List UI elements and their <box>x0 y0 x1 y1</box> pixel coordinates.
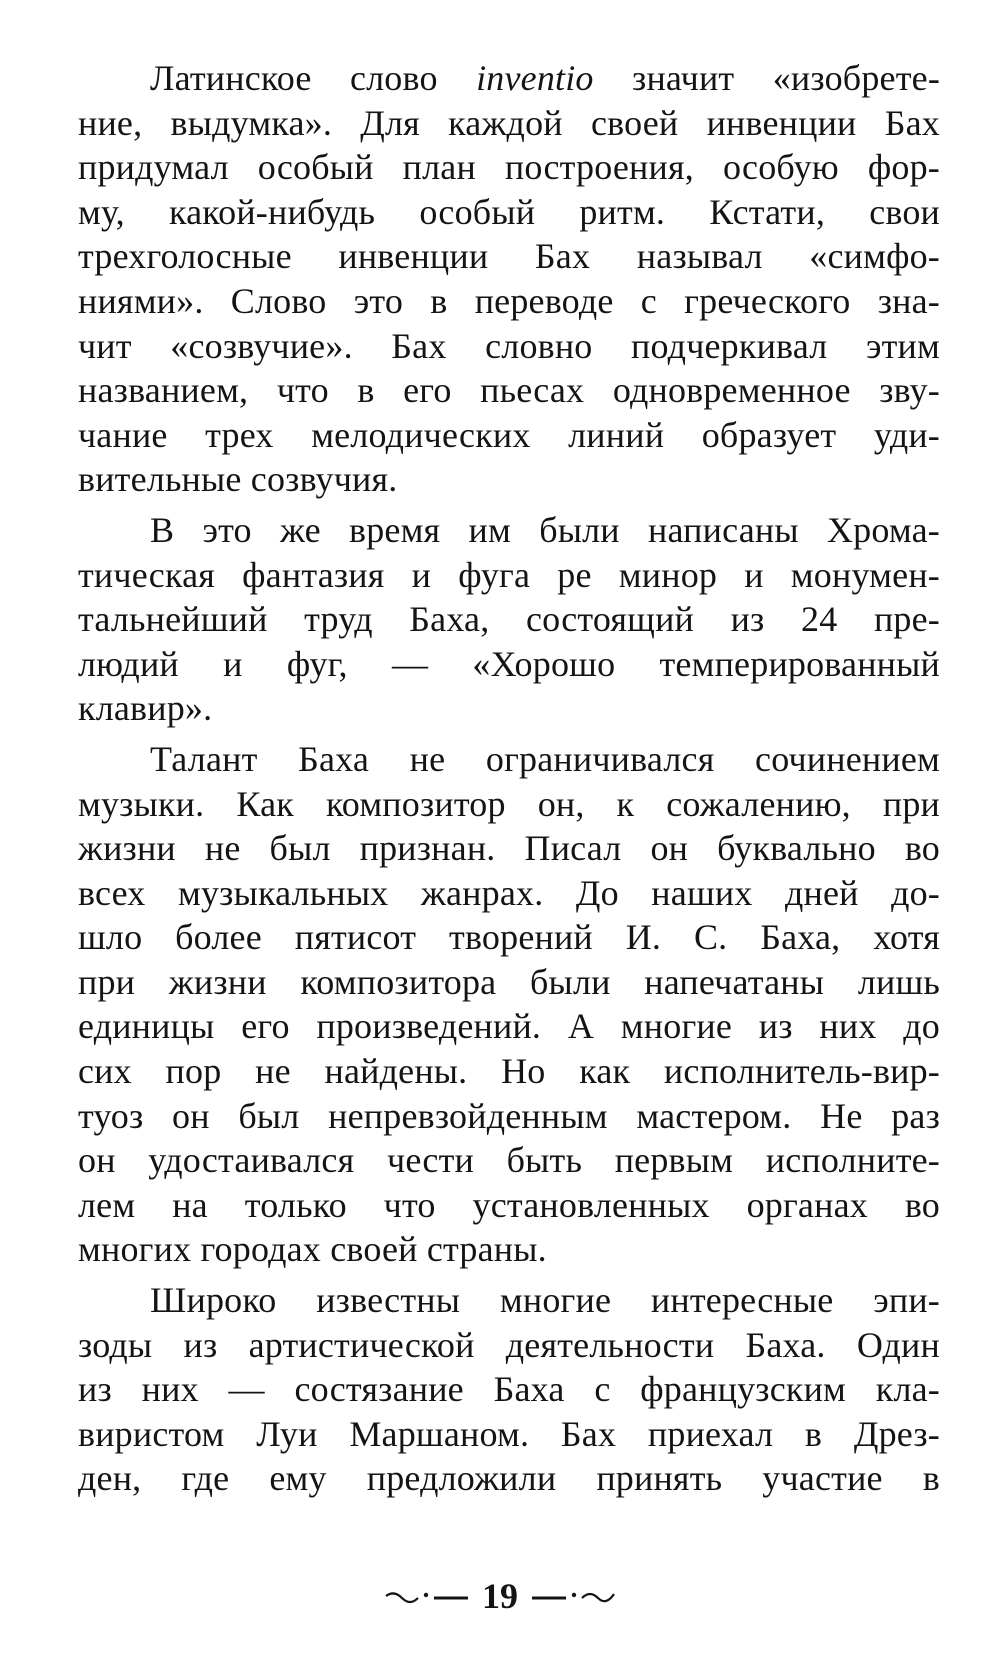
text-line: трехголосные инвенции Бах называл «симфо- <box>78 236 940 277</box>
text-line: Широко известны многие интересные эпи- <box>150 1280 940 1321</box>
paragraph <box>78 737 940 1272</box>
text-line: клавир». <box>78 688 213 729</box>
page-footer <box>0 1578 1000 1614</box>
paragraph <box>78 1278 940 1501</box>
text-line: ниями». Слово это в переводе с греческого зна- <box>78 280 940 321</box>
text-line: музыки. Как композитор он, к сожалению, при <box>78 783 940 824</box>
text-line: туоз он был непревзойденным мастером. Не раз <box>78 1095 940 1136</box>
left-ornament-icon <box>384 1586 470 1606</box>
text-line: виристом Луи Маршаном. Бах приехал в Дрез- <box>78 1413 940 1454</box>
text-line: му, какой-нибудь особый ритм. Кстати, свои <box>78 191 940 232</box>
text-line: Латинское слово inventio значит «изобрете- <box>150 58 941 98</box>
body-text <box>78 56 940 1501</box>
latin-term: inventio <box>476 58 594 98</box>
right-ornament-icon <box>530 1586 616 1606</box>
text-line: названием, что в его пьесах одновременное зву- <box>78 370 940 411</box>
text-line: ние, выдумка». Для каждой своей инвенции Бах <box>78 102 940 143</box>
text-line: людий и фуг, — «Хорошо темперированный <box>78 643 940 684</box>
paragraph <box>78 508 940 731</box>
text-line: чит «созвучие». Бах словно подчеркивал этим <box>78 325 940 366</box>
text-line: многих городах своей страны. <box>78 1229 547 1270</box>
text-line: шло более пятисот творений И. С. Баха, хотя <box>78 917 940 958</box>
text-line: ден, где ему предложили принять участие в <box>78 1458 940 1499</box>
text-line: он удостаивался чести быть первым исполните- <box>78 1140 940 1181</box>
text-line: придумал особый план построения, особую фор- <box>78 147 940 188</box>
text-line: зоды из артистической деятельности Баха. Один <box>78 1324 940 1365</box>
text-line: тическая фантазия и фуга ре минор и монумен- <box>78 554 940 595</box>
text-line: при жизни композитора были напечатаны лишь <box>78 961 940 1002</box>
text-line: единицы его произведений. А многие из них до <box>78 1006 940 1047</box>
text-line: из них — состязание Баха с французским кла- <box>78 1369 940 1410</box>
text-line: сих пор не найдены. Но как исполнитель-вир- <box>78 1051 940 1092</box>
text-line: жизни не был признан. Писал он буквально во <box>78 828 940 869</box>
text-line: Талант Баха не ограничивался сочинением <box>150 738 940 779</box>
text-line: всех музыкальных жанрах. До наших дней до- <box>78 872 940 913</box>
text-line: лем на только что установленных органах во <box>78 1184 940 1225</box>
page-number: 19 <box>482 1576 518 1616</box>
paragraph <box>78 56 940 502</box>
text-line: чание трех мелодических линий образует уди- <box>78 414 940 455</box>
text-line: вительные созвучия. <box>78 459 398 500</box>
text-line: В это же время им были написаны Хрома- <box>150 509 940 550</box>
text-line: тальнейший труд Баха, состоящий из 24 пре- <box>78 599 940 640</box>
